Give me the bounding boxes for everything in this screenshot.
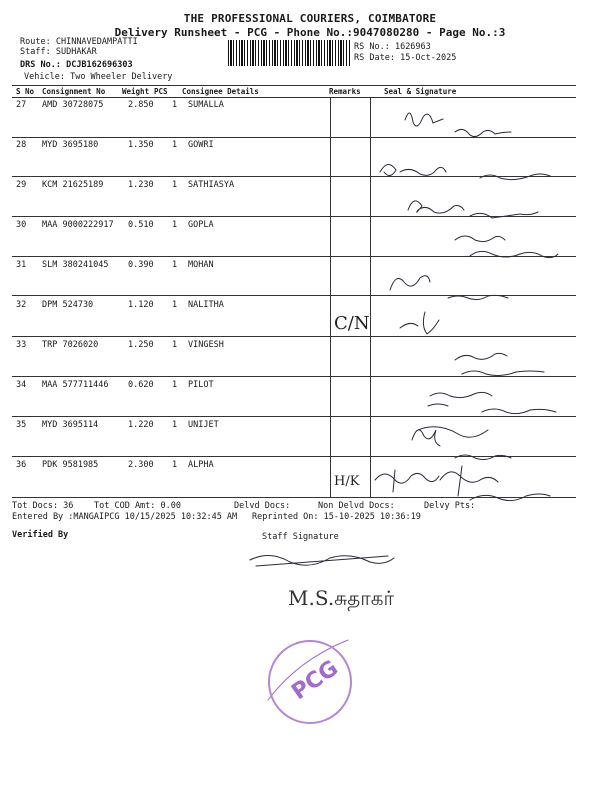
- row-pcs: 1: [172, 140, 178, 150]
- row-consignment: MYD 3695114: [42, 420, 99, 430]
- row-sno: 31: [16, 260, 27, 270]
- col-consignee: Consignee Details: [182, 87, 259, 96]
- row-sno: 30: [16, 220, 27, 230]
- total-cod-amount: Tot COD Amt: 0.00: [94, 501, 181, 511]
- col-weight: Weight: [122, 87, 150, 96]
- row-divider: [12, 336, 576, 337]
- delivery-points: Delvy Pts:: [424, 501, 476, 511]
- row-divider: [12, 256, 576, 257]
- row-divider: [12, 376, 576, 377]
- row-consignee: VINGESH: [188, 340, 224, 350]
- staff-signature-label: Staff Signature: [262, 532, 339, 542]
- row-weight: 2.850: [128, 100, 154, 110]
- total-docs: Tot Docs: 36: [12, 501, 74, 511]
- row-weight: 1.350: [128, 140, 154, 150]
- row-consignment: DPM 524730: [42, 300, 94, 310]
- row-sno: 33: [16, 340, 27, 350]
- col-pcs: PCS: [154, 87, 168, 96]
- non-delivered-docs: Non Delvd Docs:: [318, 501, 395, 511]
- row-consignment: AMD 30728075: [42, 100, 104, 110]
- row-consignee: MOHAN: [188, 260, 214, 270]
- rs-date-label: RS Date:: [354, 53, 395, 63]
- row-sno: 36: [16, 460, 27, 470]
- row-sno: 34: [16, 380, 27, 390]
- vehicle-value: Two Wheeler Delivery: [70, 72, 173, 82]
- row-pcs: 1: [172, 100, 178, 110]
- row-consignment: MYD 3695180: [42, 140, 99, 150]
- row-pcs: 1: [172, 260, 178, 270]
- row-sno: 35: [16, 420, 27, 430]
- row-consignee: GOWRI: [188, 140, 214, 150]
- row-pcs: 1: [172, 420, 178, 430]
- signature-row27: [405, 113, 511, 137]
- row-consignee: PILOT: [188, 380, 214, 390]
- row-weight: 0.390: [128, 260, 154, 270]
- entered-by: Entered By :MANGAIPCG 10/15/2025 10:32:45 AM: [12, 512, 238, 522]
- staff-label: Staff:: [20, 47, 51, 57]
- row-consignee: UNIJET: [188, 420, 219, 430]
- row-weight: 0.510: [128, 220, 154, 230]
- drs-value: DCJB162696303: [66, 60, 133, 70]
- col-consignment: Consignment No: [42, 87, 106, 96]
- row-consignment: MAA 577711446: [42, 380, 109, 390]
- signature-row30: [455, 236, 558, 258]
- signature-row32: [400, 312, 439, 334]
- company-name: THE PROFESSIONAL COURIERS, COIMBATORE: [183, 12, 437, 25]
- route-line: [20, 37, 138, 47]
- row-pcs: 1: [172, 180, 178, 190]
- row-divider: [12, 295, 576, 296]
- delivered-docs: Delvd Docs:: [234, 501, 291, 511]
- barcode: [228, 40, 350, 66]
- row-consignee: SUMALLA: [188, 100, 224, 110]
- row-sno: 29: [16, 180, 27, 190]
- staff-signature-scribble: [250, 555, 394, 566]
- row-weight: 2.300: [128, 460, 154, 470]
- row-consignee: ALPHA: [188, 460, 214, 470]
- rs-no-label: RS No.:: [354, 42, 390, 52]
- signature-row34: [428, 392, 556, 413]
- handwritten-staff-name: M.S.சுதாகர்: [288, 586, 394, 610]
- row-consignment: MAA 9000222917: [42, 220, 114, 230]
- table-top-rule: [12, 85, 576, 86]
- row-divider: [12, 416, 576, 417]
- row-divider: [12, 216, 576, 217]
- route-value: CHINNAVEDAMPATTI: [55, 37, 138, 47]
- col-signature: Seal & Signature: [384, 87, 457, 96]
- row-weight: 1.220: [128, 420, 154, 430]
- row-pcs: 1: [172, 220, 178, 230]
- vehicle-label: Vehicle:: [24, 72, 65, 82]
- row-sno: 27: [16, 100, 27, 110]
- table-bottom-rule: [12, 497, 576, 498]
- row-pcs: 1: [172, 460, 178, 470]
- pcg-stamp: [268, 640, 352, 724]
- row-divider: [12, 176, 576, 177]
- reprinted-on: Reprinted On: 15-10-2025 10:36:19: [252, 512, 421, 522]
- signature-row28: [380, 164, 550, 179]
- rs-no-value: 1626963: [394, 42, 431, 52]
- row-weight: 1.230: [128, 180, 154, 190]
- signature-row33: [455, 353, 544, 375]
- rs-no-line: [354, 42, 431, 52]
- remark-row36: H/K: [334, 474, 360, 489]
- row-sno: 32: [16, 300, 27, 310]
- row-consignee: SATHIASYA: [188, 180, 235, 190]
- verified-by-label: Verified By: [12, 530, 69, 540]
- row-consignee: NALITHA: [188, 300, 224, 310]
- staff-line: [20, 47, 97, 57]
- row-pcs: 1: [172, 380, 178, 390]
- row-consignment: PDK 9581985: [42, 460, 99, 470]
- remarks-right-rule: [370, 97, 371, 497]
- signature-row36: [375, 466, 550, 501]
- row-weight: 0.620: [128, 380, 154, 390]
- vehicle-line: [24, 72, 172, 82]
- row-consignment: TRP 7026020: [42, 340, 99, 350]
- row-consignment: SLM 380241045: [42, 260, 109, 270]
- col-remarks: Remarks: [329, 87, 361, 96]
- col-sno: S No: [16, 87, 35, 96]
- rs-date-line: [354, 53, 456, 63]
- stamp-text: PCG: [287, 655, 343, 706]
- runsheet-title: Delivery Runsheet - PCG - Phone No.:9047080280 - Page No.:3: [114, 26, 506, 39]
- signature-row35: [412, 427, 511, 460]
- row-divider: [12, 456, 576, 457]
- signature-row31: [390, 276, 508, 300]
- row-divider: [12, 137, 576, 138]
- row-weight: 1.120: [128, 300, 154, 310]
- row-sno: 28: [16, 140, 27, 150]
- drs-label: DRS No.:: [20, 60, 61, 70]
- remarks-left-rule: [330, 97, 331, 497]
- row-pcs: 1: [172, 340, 178, 350]
- staff-value: SUDHAKAR: [55, 47, 97, 57]
- remark-row32: C/N: [334, 313, 370, 334]
- table-header-rule: [12, 97, 576, 98]
- rs-date-value: 15-Oct-2025: [400, 53, 457, 63]
- row-weight: 1.250: [128, 340, 154, 350]
- row-pcs: 1: [172, 300, 178, 310]
- row-consignment: KCM 21625189: [42, 180, 104, 190]
- route-label: Route:: [20, 37, 51, 47]
- row-consignee: GOPLA: [188, 220, 214, 230]
- drs-line: [20, 60, 133, 70]
